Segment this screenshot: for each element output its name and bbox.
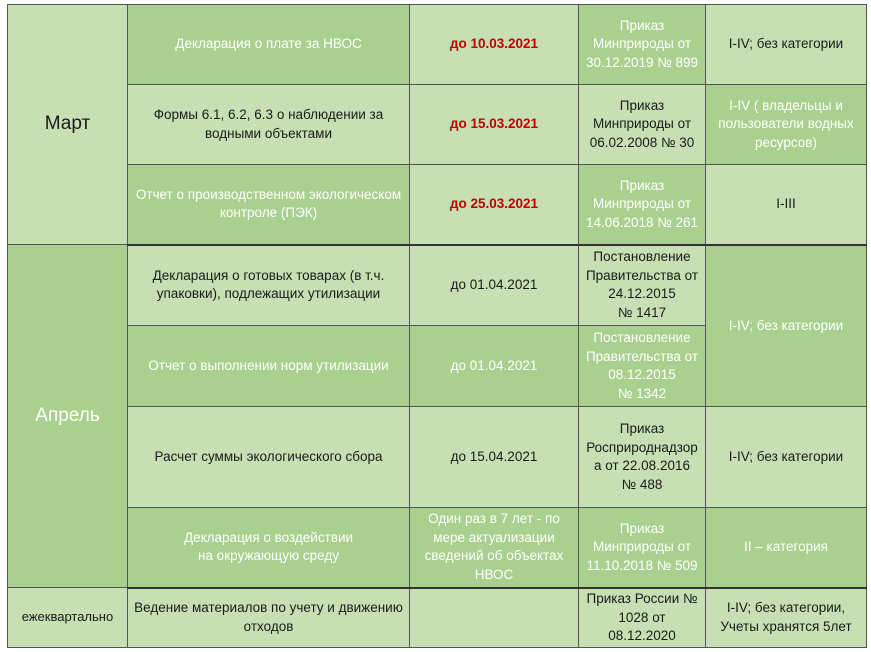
report-name: Формы 6.1, 6.2, 6.3 о наблюдении за водными объектами bbox=[128, 85, 410, 165]
table-row bbox=[8, 508, 867, 588]
category: I-IV; без категории bbox=[706, 245, 867, 407]
category: I-IV ( владельцы и пользователи водных ресурсов) bbox=[706, 85, 867, 165]
category: I-IV; без категории bbox=[706, 407, 867, 508]
category: I-IV; без категории bbox=[706, 5, 867, 85]
category: II – категория bbox=[706, 508, 867, 588]
report-schedule-table bbox=[7, 4, 867, 648]
deadline: до 10.03.2021 bbox=[410, 5, 579, 85]
table-row bbox=[8, 407, 867, 508]
legal-basis: Постановление Правительства от 24.12.2015 № 1417 bbox=[579, 245, 706, 326]
period-quarterly: ежеквартально bbox=[8, 588, 128, 648]
table-row bbox=[8, 165, 867, 245]
category: I-IV; без категории, Учеты хранятся 5лет bbox=[706, 588, 867, 648]
legal-basis: Приказ Минприроды от 30.12.2019 № 899 bbox=[579, 5, 706, 85]
table-row bbox=[8, 588, 867, 648]
deadline: до 25.03.2021 bbox=[410, 165, 579, 245]
legal-basis: Приказ Росприроднадзор а от 22.08.2016 № 488 bbox=[579, 407, 706, 508]
legal-basis: Приказ Минприроды от 06.02.2008 № 30 bbox=[579, 85, 706, 165]
table-row bbox=[8, 85, 867, 165]
deadline: до 01.04.2021 bbox=[410, 326, 579, 407]
report-name: Ведение материалов по учету и движению отходов bbox=[128, 588, 410, 648]
table-row bbox=[8, 5, 867, 85]
deadline: до 15.04.2021 bbox=[410, 407, 579, 508]
table-row bbox=[8, 245, 867, 326]
deadline: Один раз в 7 лет - по мере актуализации сведений об объектах НВОС bbox=[410, 508, 579, 588]
deadline: до 15.03.2021 bbox=[410, 85, 579, 165]
report-name: Декларация о готовых товарах (в т.ч. упаковки), подлежащих утилизации bbox=[128, 245, 410, 326]
report-name: Декларация о воздействии на окружающую среду bbox=[128, 508, 410, 588]
report-name: Отчет о производственном экологическом контроле (ПЭК) bbox=[128, 165, 410, 245]
category: I-III bbox=[706, 165, 867, 245]
deadline bbox=[410, 588, 579, 648]
deadline: до 01.04.2021 bbox=[410, 245, 579, 326]
report-name: Декларация о плате за НВОС bbox=[128, 5, 410, 85]
legal-basis: Приказ Минприроды от 14.06.2018 № 261 bbox=[579, 165, 706, 245]
month-march: Март bbox=[8, 5, 128, 245]
legal-basis: Приказ Минприроды от 11.10.2018 № 509 bbox=[579, 508, 706, 588]
legal-basis: Приказ России № 1028 от 08.12.2020 bbox=[579, 588, 706, 648]
legal-basis: Постановление Правительства от 08.12.2015 № 1342 bbox=[579, 326, 706, 407]
report-name: Отчет о выполнении норм утилизации bbox=[128, 326, 410, 407]
report-name: Расчет суммы экологического сбора bbox=[128, 407, 410, 508]
month-april: Апрель bbox=[8, 245, 128, 588]
